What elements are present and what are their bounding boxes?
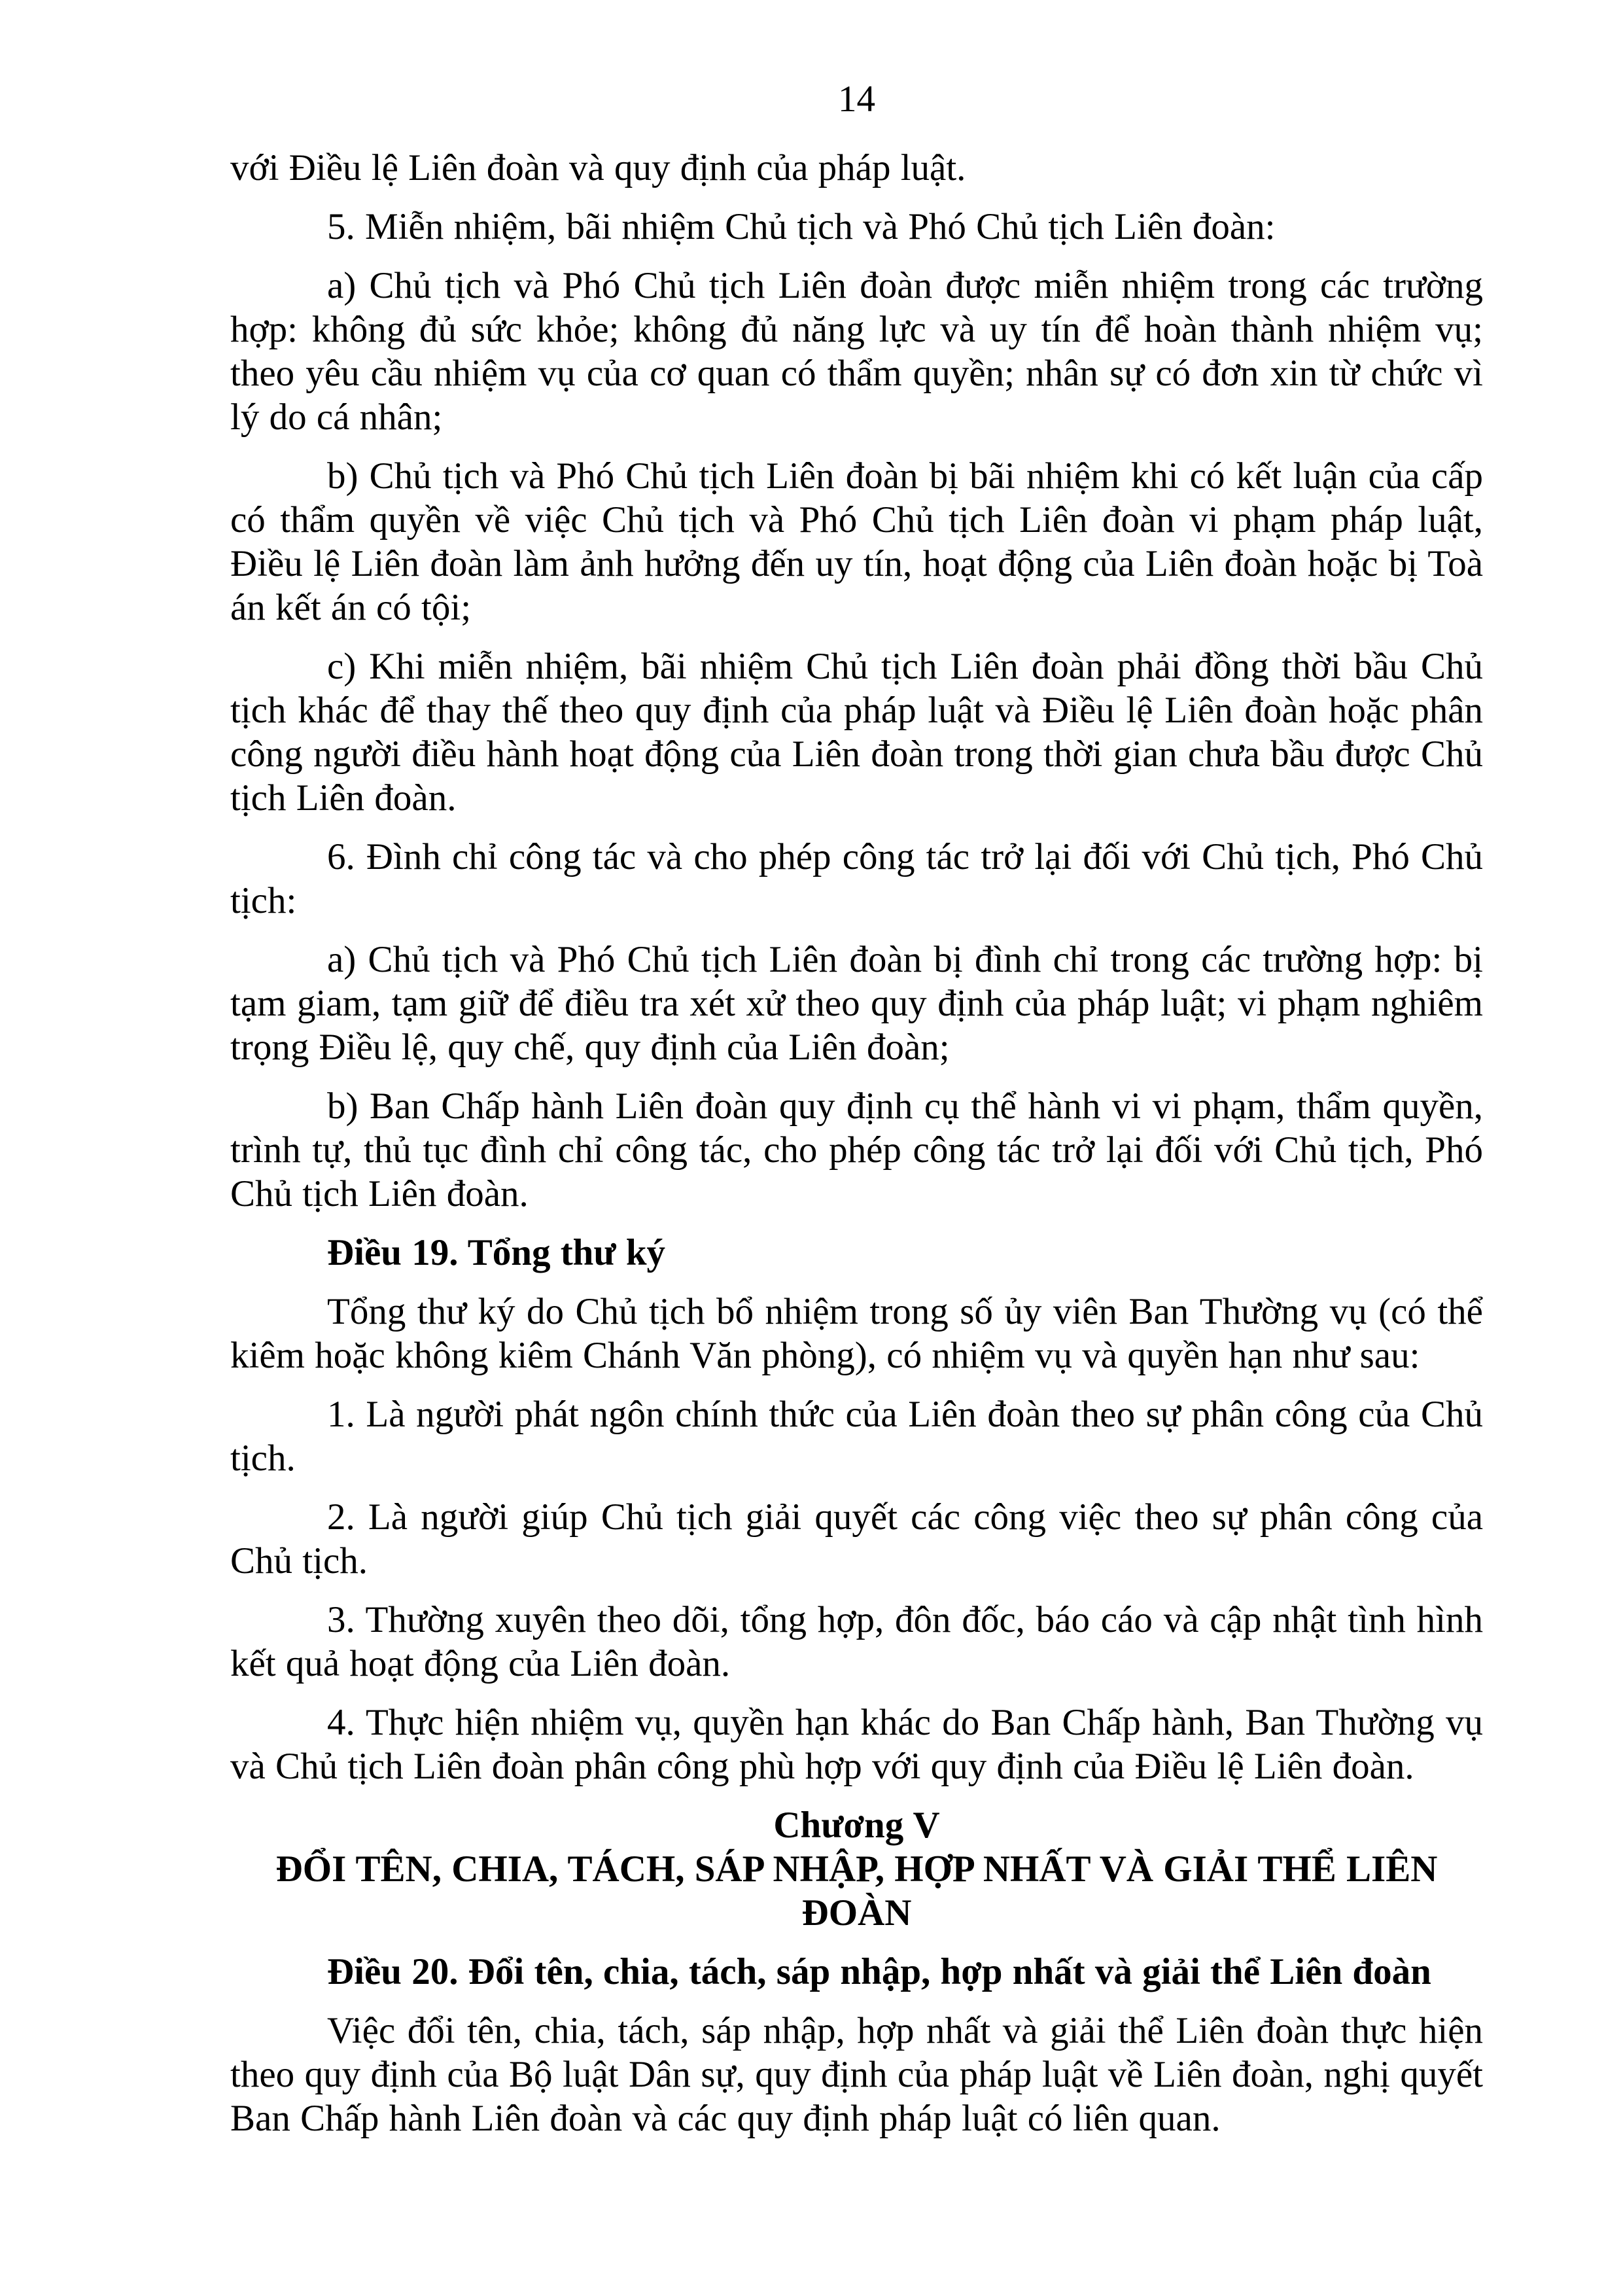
body-paragraph: b) Chủ tịch và Phó Chủ tịch Liên đoàn bị bãi nhiệm khi có kết luận của cấp có thẩm quyền về việc Chủ tịch và Phó Chủ tịch Liên đoàn vi phạm pháp luật, Điều lệ Liên đoàn làm ảnh hưởng đến uy tín, hoạt động của Liên đoàn hoặc bị Toà án kết án có tội; bbox=[230, 455, 1483, 628]
body-paragraph: Tổng thư ký do Chủ tịch bổ nhiệm trong số ủy viên Ban Thường vụ (có thể kiêm hoặc không kiêm Chánh Văn phòng), có nhiệm vụ và quyền hạn như sau: bbox=[230, 1291, 1483, 1376]
body-paragraph: a) Chủ tịch và Phó Chủ tịch Liên đoàn được miễn nhiệm trong các trường hợp: không đủ sức khỏe; không đủ năng lực và uy tín để hoàn thành nhiệm vụ; theo yêu cầu nhiệm vụ của cơ quan có thẩm quyền; nhân sự có đơn xin từ chức vì lý do cá nhân; bbox=[230, 265, 1483, 438]
body-paragraph: a) Chủ tịch và Phó Chủ tịch Liên đoàn bị đình chỉ trong các trường hợp: bị tạm giam, tạm giữ để điều tra xét xử theo quy định của pháp luật; vi phạm nghiêm trọng Điều lệ, quy chế, quy định của Liên đoàn; bbox=[230, 939, 1483, 1068]
body-paragraph: 4. Thực hiện nhiệm vụ, quyền hạn khác do Ban Chấp hành, Ban Thường vụ và Chủ tịch Liên đoàn phân công phù hợp với quy định của Điều lệ Liên đoàn. bbox=[230, 1702, 1483, 1787]
body-paragraph: 1. Là người phát ngôn chính thức của Liên đoàn theo sự phân công của Chủ tịch. bbox=[230, 1394, 1483, 1479]
article-heading: Điều 20. Đổi tên, chia, tách, sáp nhập, hợp nhất và giải thể Liên đoàn bbox=[327, 1951, 1431, 1992]
chapter-number-heading: Chương V bbox=[773, 1805, 940, 1846]
page-number: 14 bbox=[838, 79, 875, 120]
body-paragraph: b) Ban Chấp hành Liên đoàn quy định cụ thể hành vi vi phạm, thẩm quyền, trình tự, thủ tục đình chỉ công tác, cho phép công tác trở lại đối với Chủ tịch, Phó Chủ tịch Liên đoàn. bbox=[230, 1086, 1483, 1214]
body-paragraph: 5. Miễn nhiệm, bãi nhiệm Chủ tịch và Phó Chủ tịch Liên đoàn: bbox=[327, 206, 1276, 247]
article-heading: Điều 19. Tổng thư ký bbox=[327, 1232, 666, 1273]
body-paragraph: 6. Đình chỉ công tác và cho phép công tác trở lại đối với Chủ tịch, Phó Chủ tịch: bbox=[230, 836, 1483, 921]
body-paragraph: 2. Là người giúp Chủ tịch giải quyết các công việc theo sự phân công của Chủ tịch. bbox=[230, 1496, 1483, 1581]
body-paragraph: với Điều lệ Liên đoàn và quy định của pháp luật. bbox=[230, 147, 966, 188]
chapter-title-heading: ĐỔI TÊN, CHIA, TÁCH, SÁP NHẬP, HỢP NHẤT VÀ GIẢI THỂ LIÊN ĐOÀN bbox=[275, 1848, 1438, 1934]
body-paragraph: c) Khi miễn nhiệm, bãi nhiệm Chủ tịch Liên đoàn phải đồng thời bầu Chủ tịch khác để thay thế theo quy định của pháp luật và Điều lệ Liên đoàn hoặc phân công người điều hành hoạt động của Liên đoàn trong thời gian chưa bầu được Chủ tịch Liên đoàn. bbox=[230, 646, 1483, 819]
body-paragraph: Việc đổi tên, chia, tách, sáp nhập, hợp nhất và giải thể Liên đoàn thực hiện theo quy định của Bộ luật Dân sự, quy định của pháp luật về Liên đoàn, nghị quyết Ban Chấp hành Liên đoàn và các quy định pháp luật có liên quan. bbox=[230, 2010, 1483, 2139]
body-paragraph: 3. Thường xuyên theo dõi, tổng hợp, đôn đốc, báo cáo và cập nhật tình hình kết quả hoạt động của Liên đoàn. bbox=[230, 1599, 1483, 1684]
